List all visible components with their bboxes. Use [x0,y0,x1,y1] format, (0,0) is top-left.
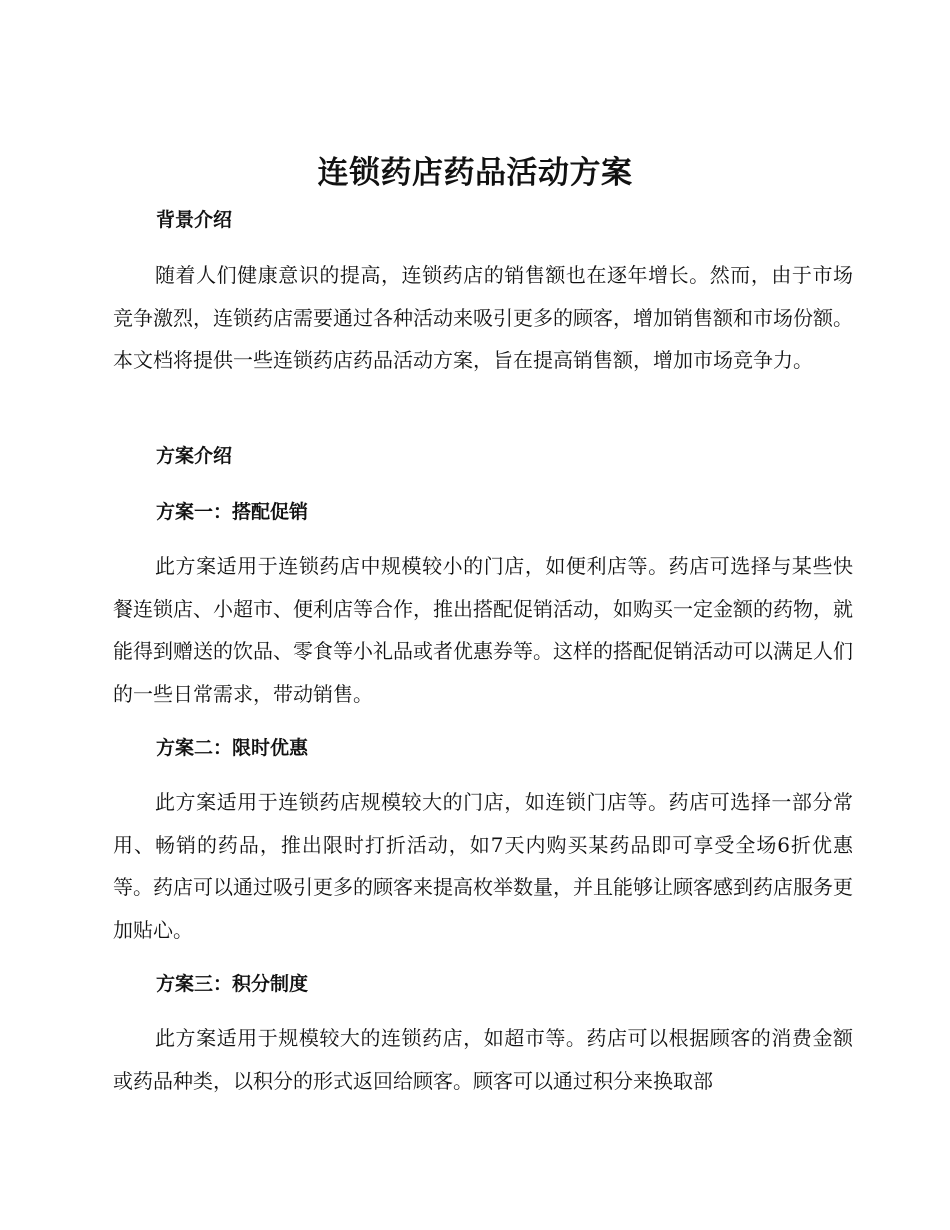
section-heading-background: 背景介绍 [156,209,233,231]
section-heading-plans: 方案介绍 [156,445,233,467]
paragraph-plan-2: 此方案适用于连锁药店规模较大的门店，如连锁门店等。药店可选择一部分常用、畅销的药品，推出限时打折活动，如7天内购买某药品即可享受全场6折优惠等。药店可以通过吸引更多的顾客来提高枚举数量，并且能够让顾客感到药店服务更加贴心。 [113,790,853,942]
document-title: 连锁药店药品活动方案 [317,155,633,191]
paragraph-plan-3: 此方案适用于规模较大的连锁药店，如超市等。药店可以根据顾客的消费金额或药品种类，以积分的形式返回给顾客。顾客可以通过积分来换取部 [113,1026,853,1093]
paragraph-background: 随着人们健康意识的提高，连锁药店的销售额也在逐年增长。然而，由于市场竞争激烈，连锁药店需要通过各种活动来吸引更多的顾客，增加销售额和市场份额。本文档将提供一些连锁药店药品活动方案，旨在提高销售额，增加市场竞争力。 [113,263,853,372]
section-heading-plan-3: 方案三：积分制度 [156,973,309,995]
section-heading-plan-1: 方案一：搭配促销 [156,501,309,523]
paragraph-plan-1: 此方案适用于连锁药店中规模较小的门店，如便利店等。药店可选择与某些快餐连锁店、小超市、便利店等合作，推出搭配促销活动，如购买一定金额的药物，就能得到赠送的饮品、零食等小礼品或者优惠券等。这样的搭配促销活动可以满足人们的一些日常需求，带动销售。 [113,554,853,706]
section-heading-plan-2: 方案二：限时优惠 [156,737,309,759]
